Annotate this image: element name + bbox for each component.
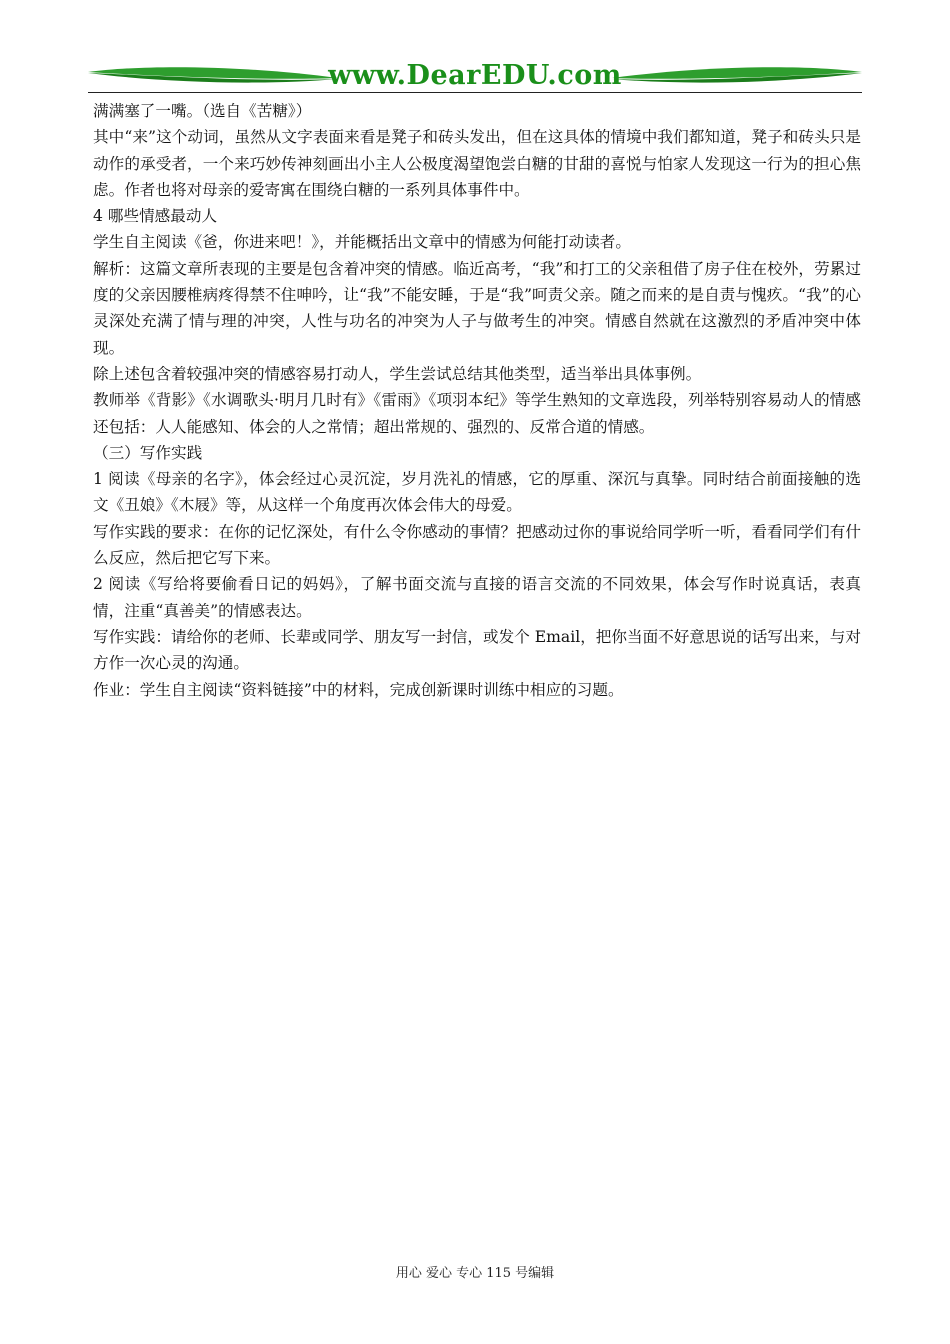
paragraph: 作业：学生自主阅读“资料链接”中的材料，完成创新课时训练中相应的习题。: [93, 680, 624, 699]
paragraph: 2 阅读《写给将要偷看日记的妈妈》，了解书面交流与直接的语言交流的不同效果，体会写作时说真话，表真情，注重“真善美”的情感表达。: [93, 575, 861, 620]
section-heading: （三）写作实践: [93, 443, 203, 462]
paragraph: 其中“来”这个动词，虽然从文字表面来看是凳子和砖头发出，但在这具体的情境中我们都知道，凳子和砖头只是动作的承受者，一个来巧妙传神刻画出小主人公极度渴望饱尝白糖的甘甜的喜悦与怕家人发现这一行为的担心焦虑。作者也将对母亲的爱寄寓在围绕白糖的一系列具体事件中。: [93, 128, 861, 199]
paragraph: 学生自主阅读《爸，你进来吧！》，并能概括出文章中的情感为何能打动读者。: [93, 233, 631, 252]
paragraph: 写作实践：请给你的老师、长辈或同学、朋友写一封信，或发个 Email，把你当面不好意思说的话写出来，与对方作一次心灵的沟通。: [93, 627, 861, 673]
paragraph: 写作实践的要求：在你的记忆深处，有什么令你感动的事情？把感动过你的事说给同学听一听，看看同学们有什么反应，然后把它写下来。: [93, 522, 861, 568]
site-logo-text: www.DearEDU.com: [328, 60, 622, 91]
paragraph: 解析：这篇文章所表现的主要是包含着冲突的情感。临近高考，“我”和打工的父亲租借了房子住在校外，劳累过度的父亲因腰椎病疼得禁不住呻吟，让“我”不能安睡，于是“我”呵责父亲。随之而来的是自责与愧疚。“我”的心灵深处充满了情与理的冲突，人性与功名的冲突为人子与做考生的冲突。情感自然就在这激烈的矛盾冲突中体现。: [93, 259, 861, 357]
section-heading: 4 哪些情感最动人: [93, 207, 218, 226]
paragraph: 除上述包含着较强冲突的情感容易打动人，学生尝试总结其他类型，适当举出具体事例。: [93, 364, 702, 383]
paragraph: 满满塞了一嘴。（选自《苦糖》）: [93, 102, 312, 120]
paragraph: 1 阅读《母亲的名字》，体会经过心灵沉淀，岁月洗礼的情感，它的厚重、深沉与真挚。同时结合前面接触的选文《丑娘》《木屐》等，从这样一个角度再次体会伟大的母爱。: [93, 470, 861, 515]
document-body: [93, 98, 861, 703]
page-footer: 用心 爱心 专心 115 号编辑: [395, 1266, 555, 1281]
paragraph: 教师举《背影》《水调歌头·明月几时有》《雷雨》《项羽本纪》等学生熟知的文章选段，列举特别容易动人的情感还包括：人人能感知、体会的人之常情；超出常规的、强烈的、反常合道的情感。: [93, 391, 861, 436]
site-header-banner: [88, 56, 862, 96]
header-divider: [88, 92, 862, 93]
